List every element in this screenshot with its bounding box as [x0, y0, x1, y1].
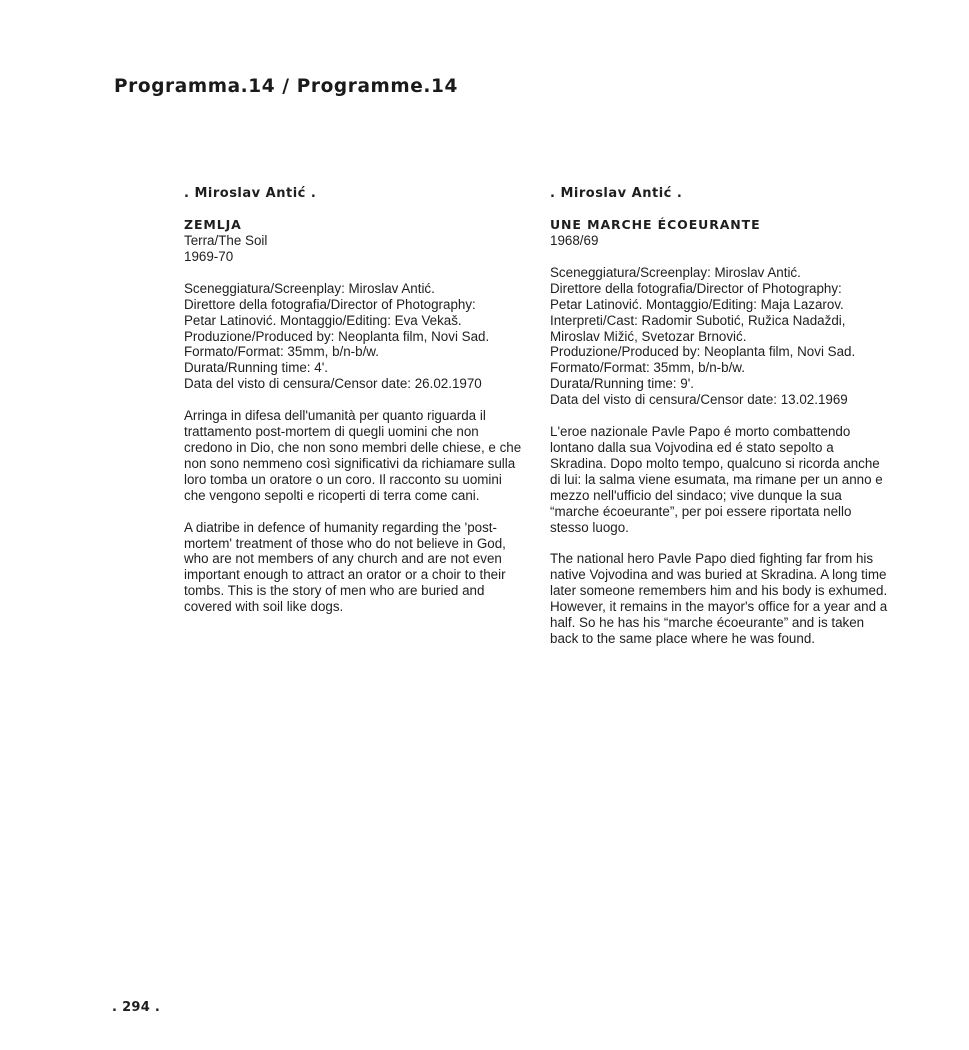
synopsis-line: L'eroe nazionale Pavle Papo é morto combattendo [550, 424, 851, 440]
credit-line: Sceneggiatura/Screenplay: Miroslav Antić. [550, 264, 801, 280]
credit-line: Direttore della fotografia/Director of Photography: [550, 280, 842, 296]
synopsis-line: credono in Dio, che non sono membri delle chiese, e che [184, 439, 522, 455]
credit-line: Miroslav Mižić, Svetozar Brnović. [550, 328, 747, 344]
credit-line: Formato/Format: 35mm, b/n-b/w. [550, 360, 745, 376]
synopsis-line: later someone remembers him and his body is exhumed. [550, 583, 888, 599]
film-year: 1968/69 [550, 233, 599, 248]
film-title: UNE MARCHE ÉCOEURANTE [550, 217, 761, 232]
credits-block [550, 265, 895, 408]
synopsis-line: The national hero Pavle Papo died fighting far from his [550, 551, 874, 567]
synopsis-line: non sono nemmeno così significativi da richiamare sulla [184, 455, 516, 471]
synopsis-italian [184, 408, 529, 503]
synopsis-line: stesso luogo. [550, 519, 629, 535]
credit-line: Petar Latinović. Montaggio/Editing: Eva Vekaš. [184, 312, 462, 328]
synopsis-line: Arringa in difesa dell'umanità per quanto riguarda il [184, 408, 486, 424]
synopsis-line: di lui: la salma viene esumata, ma rimane per un anno e [550, 471, 883, 487]
synopsis-line: However, it remains in the mayor's office for a year and a [550, 599, 888, 615]
director-name: . Miroslav Antić . [184, 186, 317, 201]
film-subtitle: Terra/The Soil [184, 233, 268, 248]
credit-line: Durata/Running time: 9'. [550, 376, 694, 392]
synopsis-line: back to the same place where he was found. [550, 630, 815, 646]
synopsis-line: mezzo nell'ufficio del sindaco; vive dunque la sua [550, 487, 842, 503]
credit-line: Produzione/Produced by: Neoplanta film, Novi Sad. [550, 344, 856, 360]
credit-line: Data del visto di censura/Censor date: 26.02.1970 [184, 376, 482, 392]
film-year: 1969-70 [184, 248, 234, 264]
credits-block [184, 281, 529, 392]
synopsis-italian [550, 424, 895, 535]
credit-line: Direttore della fotografia/Director of Photography: [184, 296, 476, 312]
synopsis-line: “marche écoeurante”, per poi essere riportata nello [550, 503, 852, 519]
film-title: ZEMLJA [184, 217, 242, 232]
director-name: . Miroslav Antić . [550, 186, 683, 201]
credit-line: Formato/Format: 35mm, b/n-b/w. [184, 344, 379, 360]
synopsis-line: important enough to attract an orator or a choir to their [184, 567, 506, 583]
synopsis-line: covered with soil like dogs. [184, 599, 344, 615]
credit-line: Durata/Running time: 4'. [184, 360, 328, 376]
credit-line: Petar Latinović. Montaggio/Editing: Maja Lazarov. [550, 296, 844, 312]
synopsis-line: native Vojvodina and was buried at Skradina. A long time [550, 567, 887, 583]
synopsis-line: half. So he has his “marche écoeurante” and is taken [550, 615, 865, 631]
page-number: . 294 . [112, 1000, 161, 1015]
synopsis-line: Skradina. Dopo molto tempo, qualcuno si ricorda anche [550, 455, 880, 471]
film-entry-une-marche-ecoeurante [550, 186, 895, 647]
synopsis-line: tombs. This is the story of men who are buried and [184, 583, 485, 599]
program-title: Programma.14 / Programme.14 [114, 76, 459, 97]
synopsis-english [550, 551, 895, 646]
credit-line: Interpreti/Cast: Radomir Subotić, Ružica Nadaždi, [550, 312, 846, 328]
synopsis-line: lontano dalla sua Vojvodina ed é stato sepolto a [550, 439, 834, 455]
credit-line: Produzione/Produced by: Neoplanta film, Novi Sad. [184, 328, 490, 344]
synopsis-line: che vengono sepolti e ricoperti di terra come cani. [184, 487, 480, 503]
synopsis-line: trattamento post-mortem di quegli uomini che non [184, 424, 479, 440]
synopsis-line: mortem' treatment of those who do not believe in God, [184, 535, 506, 551]
credit-line: Data del visto di censura/Censor date: 13.02.1969 [550, 392, 848, 408]
synopsis-line: A diatribe in defence of humanity regarding the 'post- [184, 519, 497, 535]
synopsis-line: who are not members of any church and are not even [184, 551, 502, 567]
synopsis-english [184, 520, 529, 615]
credit-line: Sceneggiatura/Screenplay: Miroslav Antić. [184, 280, 435, 296]
synopsis-line: loro tomba un oratore o un coro. Il racconto su uomini [184, 471, 502, 487]
film-entry-zemlja [184, 186, 529, 615]
